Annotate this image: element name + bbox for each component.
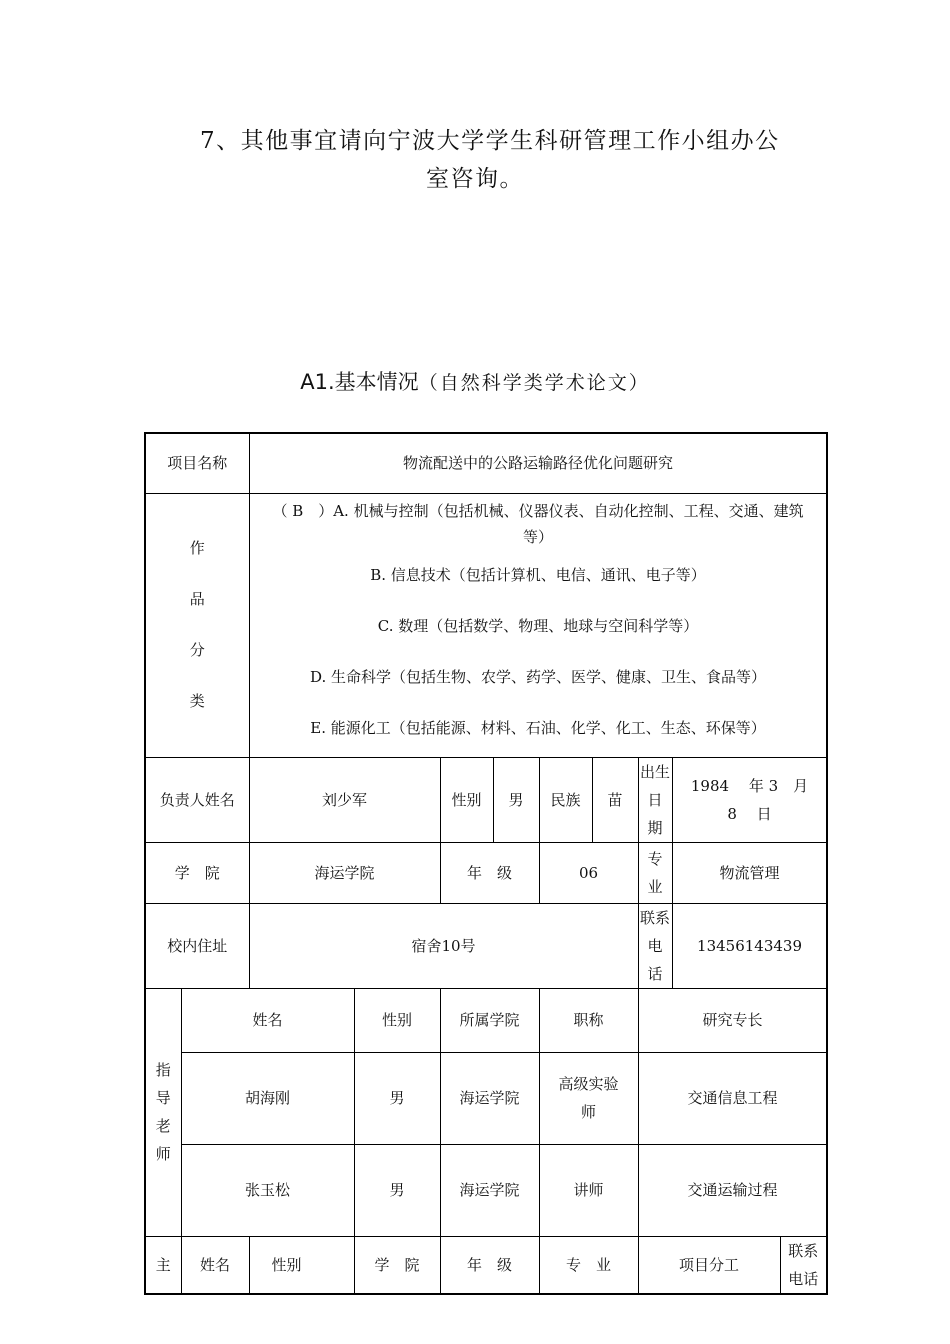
phone-label — [638, 903, 672, 988]
row-member-header — [145, 1236, 827, 1294]
advisor-header-gender: 性别 — [354, 988, 440, 1052]
category-options — [249, 493, 827, 757]
member-header-gender: 性别 — [249, 1236, 354, 1294]
row-advisor-header — [145, 988, 827, 1052]
phone-value: 13456143439 — [672, 903, 827, 988]
advisor-label-char: 导 — [155, 1089, 171, 1107]
gender-label: 性别 — [440, 757, 493, 842]
application-form-table — [144, 432, 828, 1295]
advisor-gender: 男 — [354, 1144, 440, 1236]
category-option-b: B. 信息技术（包括计算机、电信、通讯、电子等） — [370, 566, 706, 584]
advisor-title — [539, 1052, 638, 1144]
row-category — [145, 493, 827, 757]
birth-date-label-line: 期 — [647, 818, 663, 837]
birth-date-label-line: 出生日 — [640, 762, 671, 809]
member-header-major: 专 业 — [539, 1236, 638, 1294]
birth-date-value-line: 8 日 — [727, 804, 772, 823]
advisor-name: 张玉松 — [181, 1144, 354, 1236]
ethnicity-label: 民族 — [539, 757, 592, 842]
advisor-name: 胡海刚 — [181, 1052, 354, 1144]
address-label: 校内住址 — [145, 903, 249, 988]
category-label-char: 作 — [189, 539, 205, 557]
intro-line-2: 室咨询。 — [426, 166, 524, 192]
row-leader — [145, 757, 827, 842]
project-name-value: 物流配送中的公路运输路径优化问题研究 — [249, 433, 827, 493]
section-title — [0, 366, 950, 396]
member-header-college: 学 院 — [354, 1236, 440, 1294]
table-row — [145, 1052, 827, 1144]
table-row — [145, 1144, 827, 1236]
advisor-college: 海运学院 — [440, 1052, 539, 1144]
advisor-college: 海运学院 — [440, 1144, 539, 1236]
advisor-label-char: 师 — [155, 1145, 171, 1163]
college-value: 海运学院 — [249, 842, 440, 903]
advisor-label-char: 老 — [155, 1117, 171, 1135]
member-header-grade: 年 级 — [440, 1236, 539, 1294]
birth-date-value — [672, 757, 827, 842]
phone-label-line: 联系电 — [640, 908, 671, 955]
category-option-e: E. 能源化工（包括能源、材料、石油、化学、化工、生态、环保等） — [310, 719, 766, 737]
phone-label-line: 话 — [647, 964, 663, 983]
gender-value: 男 — [493, 757, 539, 842]
member-header-role: 项目分工 — [638, 1236, 780, 1294]
advisor-label-char: 指 — [155, 1061, 171, 1079]
advisor-header-specialty: 研究专长 — [638, 988, 827, 1052]
row-project-name — [145, 433, 827, 493]
grade-label: 年 级 — [440, 842, 539, 903]
major-label: 专 业 — [638, 842, 672, 903]
major-value: 物流管理 — [672, 842, 827, 903]
category-option-a: （ B ）A. 机械与控制（包括机械、仪器仪表、自动化控制、工程、交通、建筑等） — [272, 502, 804, 546]
category-label-char: 类 — [189, 692, 205, 710]
advisor-specialty: 交通信息工程 — [638, 1052, 827, 1144]
advisor-header-name: 姓名 — [181, 988, 354, 1052]
member-header-phone: 联系电话 — [780, 1236, 827, 1294]
birth-date-value-line: 1984 年 3 月 — [690, 776, 809, 795]
intro-paragraph — [200, 122, 810, 198]
section-title-sub: （自然科学类学术论文） — [418, 372, 650, 394]
intro-line-1: 7、其他事宜请向宁波大学学生科研管理工作小组办公 — [200, 128, 780, 154]
advisor-title: 讲师 — [539, 1144, 638, 1236]
project-name-label: 项目名称 — [145, 433, 249, 493]
birth-date-label — [638, 757, 672, 842]
category-option-d: D. 生命科学（包括生物、农学、药学、医学、健康、卫生、食品等） — [310, 668, 767, 686]
advisor-label — [145, 988, 181, 1236]
advisor-header-college: 所属学院 — [440, 988, 539, 1052]
member-header-name: 姓名 — [181, 1236, 249, 1294]
row-college — [145, 842, 827, 903]
leader-name-label: 负责人姓名 — [145, 757, 249, 842]
section-title-main: A1.基本情况 — [300, 370, 419, 394]
category-label — [145, 493, 249, 757]
address-value: 宿舍10号 — [249, 903, 638, 988]
row-address — [145, 903, 827, 988]
advisor-title-line: 师 — [581, 1103, 597, 1121]
category-label-char: 分 — [189, 641, 205, 659]
category-label-char: 品 — [189, 590, 205, 608]
member-label: 主 — [145, 1236, 181, 1294]
college-label: 学 院 — [145, 842, 249, 903]
advisor-gender: 男 — [354, 1052, 440, 1144]
advisor-specialty: 交通运输过程 — [638, 1144, 827, 1236]
grade-value: 06 — [539, 842, 638, 903]
advisor-title-line: 高级实验 — [558, 1075, 619, 1093]
category-option-c: C. 数理（包括数学、物理、地球与空间科学等） — [377, 617, 699, 635]
advisor-header-title: 职称 — [539, 988, 638, 1052]
ethnicity-value: 苗 — [592, 757, 638, 842]
leader-name-value: 刘少军 — [249, 757, 440, 842]
